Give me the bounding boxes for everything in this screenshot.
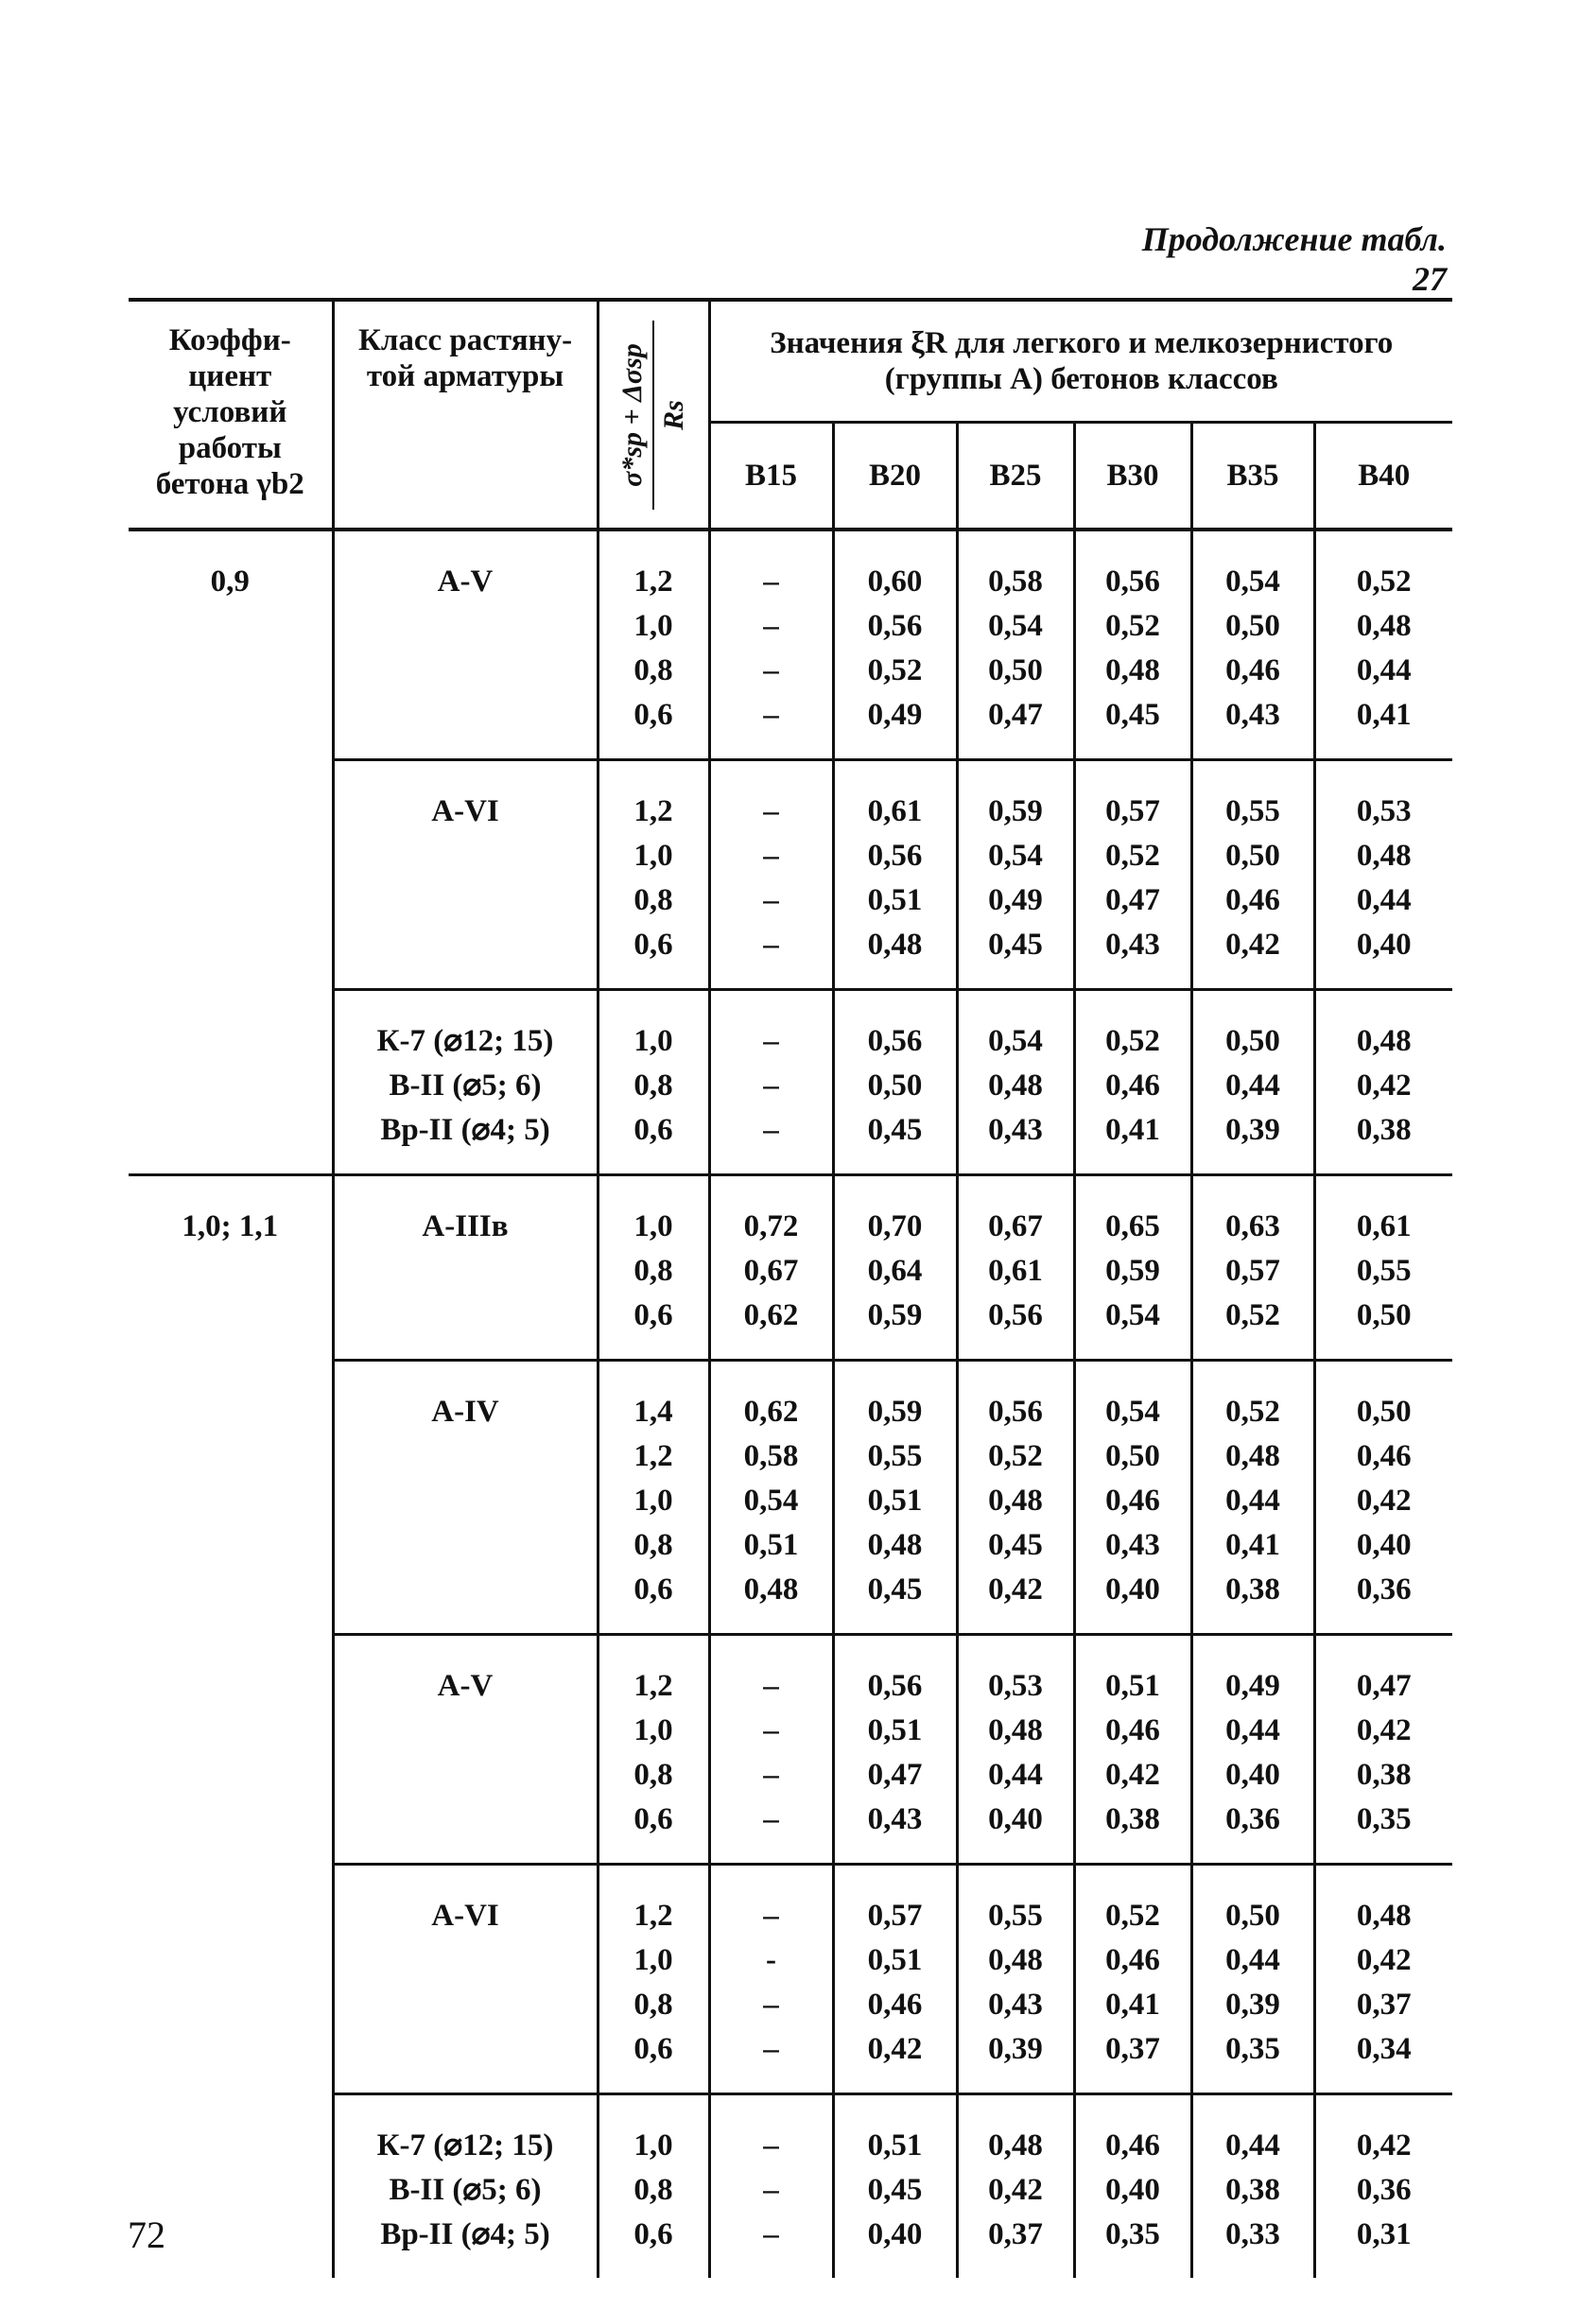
stress-ratio-cell: [598, 1175, 709, 1361]
xi-value: 0,46: [1225, 883, 1280, 917]
stress-ratio-value: 1,2: [633, 1669, 673, 1703]
xi-value: 0,65: [1105, 1209, 1160, 1243]
xi-value: 0,54: [743, 1484, 799, 1518]
xi-value-cell: [1314, 530, 1452, 760]
xi-value: 0,48: [988, 1484, 1043, 1518]
xi-value: 0,48: [1356, 1899, 1412, 1933]
xi-value: 0,40: [1225, 1758, 1280, 1792]
xi-value: 0,59: [867, 1298, 923, 1332]
stress-ratio-value: 0,8: [633, 2173, 673, 2207]
xi-value-cell: [1191, 1635, 1314, 1865]
xi-value: 0,47: [867, 1758, 923, 1792]
xi-value: 0,67: [988, 1209, 1043, 1243]
xi-value: 0,43: [867, 1802, 923, 1836]
xi-value: 0,60: [867, 564, 923, 599]
xi-value: 0,52: [1105, 609, 1160, 643]
rebar-class-cell: A-IIIв: [333, 1175, 598, 1361]
xi-value: 0,43: [1105, 1528, 1160, 1562]
xi-value: 0,54: [1105, 1395, 1160, 1429]
xi-value-cell: [1191, 1865, 1314, 2094]
stress-ratio-value: 1,0: [633, 839, 673, 873]
header-rebar-class: [333, 300, 598, 530]
xi-value: 0,52: [1105, 839, 1160, 873]
xi-value: 0,48: [867, 928, 923, 962]
xi-value: 0,72: [743, 1209, 799, 1243]
xi-value: 0,44: [1225, 1713, 1280, 1747]
xi-value: –: [763, 1669, 779, 1703]
stress-ratio-value: 0,6: [633, 1802, 673, 1836]
table-row: [129, 1175, 1452, 1361]
stress-ratio-value: 0,6: [633, 698, 673, 732]
xi-value: 0,45: [1105, 698, 1160, 732]
stress-ratio-value: 1,0: [633, 1024, 673, 1058]
xi-value: 0,46: [1105, 1943, 1160, 1977]
xi-r-values-table: [129, 298, 1452, 2278]
xi-value: –: [763, 698, 779, 732]
xi-value: 0,52: [1225, 1395, 1280, 1429]
xi-value: 0,52: [1225, 1298, 1280, 1332]
xi-value: 0,43: [988, 1988, 1043, 2022]
xi-value: 0,52: [988, 1439, 1043, 1473]
xi-value-cell: [1074, 1635, 1191, 1865]
xi-value: 0,44: [1225, 1484, 1280, 1518]
xi-value: 0,52: [1105, 1024, 1160, 1058]
stress-ratio-cell: [598, 1635, 709, 1865]
xi-value: 0,48: [1356, 839, 1412, 873]
xi-value: 0,48: [988, 2128, 1043, 2162]
xi-value: 0,56: [1105, 564, 1160, 599]
xi-value: 0,52: [1356, 564, 1412, 599]
table-row: [129, 530, 1452, 760]
xi-value: –: [763, 1802, 779, 1836]
xi-value: 0,42: [1356, 1713, 1412, 1747]
xi-value: 0,38: [1225, 1572, 1280, 1607]
header-stress-ratio: [598, 300, 709, 530]
xi-value-cell: [1314, 1635, 1452, 1865]
xi-value: 0,47: [1105, 883, 1160, 917]
xi-value: 0,50: [1225, 839, 1280, 873]
xi-value: –: [763, 609, 779, 643]
xi-value-cell: [833, 1175, 957, 1361]
xi-value: 0,57: [1225, 1254, 1280, 1288]
xi-value: 0,38: [1356, 1758, 1412, 1792]
xi-value: 0,46: [1225, 653, 1280, 687]
xi-value: 0,45: [867, 1572, 923, 1607]
xi-value: 0,56: [988, 1298, 1043, 1332]
stress-ratio-denominator: Rs: [658, 399, 689, 430]
xi-value-cell: [709, 1865, 833, 2094]
xi-value: –: [763, 1899, 779, 1933]
xi-value-cell: [1074, 1175, 1191, 1361]
xi-value-cell: [709, 990, 833, 1175]
xi-value: 0,51: [867, 2128, 923, 2162]
xi-value: 0,34: [1356, 2032, 1412, 2066]
xi-value: 0,40: [1356, 1528, 1412, 1562]
xi-value: 0,38: [1105, 1802, 1160, 1836]
stress-ratio-value: 0,6: [633, 1298, 673, 1332]
xi-value: 0,45: [867, 2173, 923, 2207]
xi-value-cell: [1314, 760, 1452, 990]
xi-value: 0,56: [867, 1669, 923, 1703]
xi-value: 0,40: [988, 1802, 1043, 1836]
xi-value: 0,44: [1356, 883, 1412, 917]
xi-value: 0,64: [867, 1254, 923, 1288]
stress-ratio-numerator: σ*sp + Δσsp: [615, 321, 654, 510]
xi-value-cell: [957, 990, 1074, 1175]
xi-value: 0,43: [1105, 928, 1160, 962]
xi-value: 0,56: [988, 1395, 1043, 1429]
xi-value: 0,58: [988, 564, 1043, 599]
xi-value-cell: [957, 760, 1074, 990]
xi-value: –: [763, 2217, 779, 2251]
header-values-title-text: Значения ξR для легкого и мелкозернистого (группы А) бетонов классов: [770, 326, 1394, 396]
xi-value: –: [763, 1024, 779, 1058]
xi-value: 0,39: [988, 2032, 1043, 2066]
xi-value-cell: [957, 1635, 1074, 1865]
xi-value: 0,39: [1225, 1988, 1280, 2022]
xi-value: 0,70: [867, 1209, 923, 1243]
xi-value: 0,61: [1356, 1209, 1412, 1243]
stress-ratio-cell: [598, 1865, 709, 2094]
xi-value: 0,43: [1225, 698, 1280, 732]
xi-value: 0,59: [988, 794, 1043, 828]
rebar-class-cell: A-VI: [333, 1865, 598, 2094]
xi-value: 0,36: [1225, 1802, 1280, 1836]
xi-value: 0,41: [1225, 1528, 1280, 1562]
header-grade-b35: В35: [1191, 423, 1314, 530]
xi-value-cell: [709, 760, 833, 990]
xi-value: 0,40: [1105, 1572, 1160, 1607]
stress-ratio-value: 0,6: [633, 1113, 673, 1147]
xi-value-cell: [1314, 1865, 1452, 2094]
xi-value: 0,48: [1105, 653, 1160, 687]
xi-value: 0,59: [1105, 1254, 1160, 1288]
stress-ratio-value: 0,8: [633, 1068, 673, 1103]
xi-value: 0,42: [867, 2032, 923, 2066]
xi-value: 0,45: [988, 1528, 1043, 1562]
xi-value: 0,67: [743, 1254, 799, 1288]
xi-value: –: [763, 2128, 779, 2162]
xi-value: 0,42: [1356, 2128, 1412, 2162]
xi-value: 0,51: [867, 883, 923, 917]
xi-value-cell: [957, 530, 1074, 760]
xi-value: 0,42: [988, 2173, 1043, 2207]
xi-value-cell: [1074, 2094, 1191, 2279]
xi-value: 0,42: [988, 1572, 1043, 1607]
rebar-class-cell: A-VI: [333, 760, 598, 990]
xi-value: 0,38: [1356, 1113, 1412, 1147]
xi-value: 0,52: [867, 653, 923, 687]
xi-value: 0,46: [1105, 2128, 1160, 2162]
xi-value-cell: [1191, 530, 1314, 760]
xi-value: 0,42: [1225, 928, 1280, 962]
stress-ratio-value: 1,0: [633, 1713, 673, 1747]
xi-value: –: [763, 794, 779, 828]
xi-value: -: [766, 1943, 776, 1977]
xi-value: –: [763, 2173, 779, 2207]
header-grade-b15: В15: [709, 423, 833, 530]
xi-value-cell: [1074, 760, 1191, 990]
xi-value: 0,41: [1356, 698, 1412, 732]
xi-value: 0,63: [1225, 1209, 1280, 1243]
xi-value: –: [763, 1113, 779, 1147]
xi-value: 0,55: [988, 1899, 1043, 1933]
xi-value: 0,48: [1225, 1439, 1280, 1473]
xi-value-cell: [833, 990, 957, 1175]
stress-ratio-value: 0,8: [633, 883, 673, 917]
xi-value-cell: [1191, 1175, 1314, 1361]
xi-value: 0,61: [988, 1254, 1043, 1288]
xi-value: 0,48: [1356, 1024, 1412, 1058]
xi-value-cell: [1074, 1865, 1191, 2094]
stress-ratio-fraction: [615, 321, 692, 510]
xi-value: 0,54: [988, 609, 1043, 643]
xi-value: 0,46: [1105, 1068, 1160, 1103]
table-body: [129, 530, 1452, 2278]
rebar-class-cell: A-IV: [333, 1361, 598, 1635]
xi-value: –: [763, 2032, 779, 2066]
xi-value: 0,42: [1356, 1068, 1412, 1103]
xi-value: –: [763, 653, 779, 687]
stress-ratio-cell: [598, 1361, 709, 1635]
coefficient-cell: 1,0; 1,1: [129, 1175, 333, 2279]
rebar-class-cell: A-V: [333, 530, 598, 760]
xi-value: –: [763, 839, 779, 873]
xi-value-cell: [1191, 990, 1314, 1175]
table-header: [129, 300, 1452, 530]
xi-value: 0,46: [1105, 1484, 1160, 1518]
xi-value-cell: [1074, 990, 1191, 1175]
xi-value-cell: [957, 2094, 1074, 2279]
xi-value: 0,37: [1105, 2032, 1160, 2066]
xi-value-cell: [1314, 2094, 1452, 2279]
xi-value: 0,46: [1356, 1439, 1412, 1473]
xi-value: 0,51: [867, 1484, 923, 1518]
xi-value: 0,45: [867, 1113, 923, 1147]
xi-value: 0,49: [1225, 1669, 1280, 1703]
xi-value: 0,58: [743, 1439, 799, 1473]
xi-value: 0,44: [1225, 2128, 1280, 2162]
xi-value: 0,35: [1105, 2217, 1160, 2251]
xi-value-cell: [1314, 1175, 1452, 1361]
xi-value-cell: [709, 1361, 833, 1635]
xi-value-cell: [1314, 990, 1452, 1175]
xi-value: 0,38: [1225, 2173, 1280, 2207]
stress-ratio-value: 1,0: [633, 1943, 673, 1977]
xi-value-cell: [957, 1175, 1074, 1361]
xi-value: 0,51: [743, 1528, 799, 1562]
xi-value: 0,51: [867, 1713, 923, 1747]
xi-value-cell: [833, 530, 957, 760]
stress-ratio-value: 0,8: [633, 1528, 673, 1562]
xi-value: 0,44: [1225, 1068, 1280, 1103]
xi-value-cell: [833, 1361, 957, 1635]
stress-ratio-cell: [598, 990, 709, 1175]
xi-value: 0,49: [988, 883, 1043, 917]
xi-value-cell: [1191, 2094, 1314, 2279]
stress-ratio-value: 1,0: [633, 2128, 673, 2162]
stress-ratio-value: 0,6: [633, 2032, 673, 2066]
xi-value: 0,54: [988, 1024, 1043, 1058]
xi-value: 0,62: [743, 1395, 799, 1429]
header-grade-b25: В25: [957, 423, 1074, 530]
xi-value: 0,57: [1105, 794, 1160, 828]
stress-ratio-value: 1,2: [633, 564, 673, 599]
xi-value: 0,36: [1356, 2173, 1412, 2207]
xi-value-cell: [709, 1175, 833, 1361]
xi-value: 0,59: [867, 1395, 923, 1429]
xi-value-cell: [833, 760, 957, 990]
xi-value: 0,50: [1356, 1298, 1412, 1332]
xi-value: 0,56: [867, 839, 923, 873]
xi-value: 0,53: [1356, 794, 1412, 828]
xi-value: 0,48: [1356, 609, 1412, 643]
header-coefficient: [129, 300, 333, 530]
xi-value: –: [763, 1068, 779, 1103]
rebar-class-cell: К-7 (⌀12; 15) В-II (⌀5; 6) Вр-II (⌀4; 5): [333, 990, 598, 1175]
xi-value: 0,50: [1356, 1395, 1412, 1429]
stress-ratio-value: 0,6: [633, 2217, 673, 2251]
xi-value: 0,48: [988, 1068, 1043, 1103]
xi-value: 0,48: [743, 1572, 799, 1607]
xi-value: 0,56: [867, 609, 923, 643]
stress-ratio-value: 1,2: [633, 1899, 673, 1933]
xi-value-cell: [1074, 1361, 1191, 1635]
rebar-class-cell: К-7 (⌀12; 15) В-II (⌀5; 6) Вр-II (⌀4; 5): [333, 2094, 598, 2279]
xi-value: 0,43: [988, 1113, 1043, 1147]
header-values-title: [709, 300, 1452, 423]
xi-value-cell: [1314, 1361, 1452, 1635]
xi-value-cell: [1074, 530, 1191, 760]
header-grade-b40: В40: [1314, 423, 1452, 530]
xi-value: 0,46: [1105, 1713, 1160, 1747]
xi-value: 0,55: [1225, 794, 1280, 828]
header-coefficient-text: Коэффи- циент условий работы бетона γb2: [155, 323, 304, 501]
xi-value: 0,55: [1356, 1254, 1412, 1288]
xi-value: 0,44: [1356, 653, 1412, 687]
xi-value: 0,44: [988, 1758, 1043, 1792]
xi-value: –: [763, 1988, 779, 2022]
xi-value-cell: [1191, 760, 1314, 990]
stress-ratio-value: 0,8: [633, 1254, 673, 1288]
xi-value: 0,40: [1105, 2173, 1160, 2207]
header-grade-b30: В30: [1074, 423, 1191, 530]
xi-value: 0,42: [1356, 1484, 1412, 1518]
xi-value: 0,36: [1356, 1572, 1412, 1607]
stress-ratio-value: 0,8: [633, 1988, 673, 2022]
xi-value: 0,50: [1225, 1899, 1280, 1933]
xi-value: 0,35: [1356, 1802, 1412, 1836]
xi-value: 0,62: [743, 1298, 799, 1332]
stress-ratio-value: 0,8: [633, 653, 673, 687]
xi-value: 0,39: [1225, 1113, 1280, 1147]
xi-value: 0,51: [867, 1943, 923, 1977]
header-rebar-class-text: Класс растяну- той арматуры: [357, 323, 573, 393]
rebar-class-cell: A-V: [333, 1635, 598, 1865]
table-continuation-caption: Продолжение табл. 27: [1141, 220, 1447, 298]
xi-value-cell: [709, 1635, 833, 1865]
xi-value: –: [763, 1713, 779, 1747]
xi-value-cell: [957, 1865, 1074, 2094]
stress-ratio-value: 1,0: [633, 1484, 673, 1518]
xi-value: 0,50: [1225, 609, 1280, 643]
xi-value: 0,54: [1105, 1298, 1160, 1332]
xi-value: 0,41: [1105, 1988, 1160, 2022]
xi-value: 0,46: [867, 1988, 923, 2022]
stress-ratio-cell: [598, 2094, 709, 2279]
xi-value: 0,61: [867, 794, 923, 828]
header-grade-b20: В20: [833, 423, 957, 530]
xi-value: 0,41: [1105, 1113, 1160, 1147]
xi-value: –: [763, 928, 779, 962]
xi-value: 0,48: [867, 1528, 923, 1562]
stress-ratio-cell: [598, 760, 709, 990]
stress-ratio-value: 1,0: [633, 1209, 673, 1243]
xi-value: 0,42: [1356, 1943, 1412, 1977]
xi-value-cell: [833, 1865, 957, 2094]
xi-value: 0,44: [1225, 1943, 1280, 1977]
stress-ratio-value: 1,2: [633, 1439, 673, 1473]
xi-value: 0,57: [867, 1899, 923, 1933]
xi-value: 0,50: [988, 653, 1043, 687]
xi-value: 0,55: [867, 1439, 923, 1473]
xi-value: 0,50: [1225, 1024, 1280, 1058]
stress-ratio-cell: [598, 530, 709, 760]
xi-value: 0,40: [1356, 928, 1412, 962]
xi-value: 0,50: [1105, 1439, 1160, 1473]
xi-value: –: [763, 883, 779, 917]
xi-value-cell: [1191, 1361, 1314, 1635]
xi-value-cell: [833, 2094, 957, 2279]
xi-value: 0,48: [988, 1713, 1043, 1747]
stress-ratio-value: 0,8: [633, 1758, 673, 1792]
xi-value: 0,48: [988, 1943, 1043, 1977]
stress-ratio-value: 0,6: [633, 928, 673, 962]
xi-value: 0,33: [1225, 2217, 1280, 2251]
xi-value: 0,54: [1225, 564, 1280, 599]
stress-ratio-value: 1,0: [633, 609, 673, 643]
xi-value: 0,51: [1105, 1669, 1160, 1703]
xi-value: 0,45: [988, 928, 1043, 962]
xi-value: 0,37: [1356, 1988, 1412, 2022]
xi-value: 0,54: [988, 839, 1043, 873]
xi-value: –: [763, 1758, 779, 1792]
xi-value: 0,52: [1105, 1899, 1160, 1933]
xi-value-cell: [833, 1635, 957, 1865]
xi-value-cell: [957, 1361, 1074, 1635]
xi-value: –: [763, 564, 779, 599]
xi-value: 0,53: [988, 1669, 1043, 1703]
xi-value: 0,31: [1356, 2217, 1412, 2251]
xi-value: 0,47: [988, 698, 1043, 732]
xi-value: 0,35: [1225, 2032, 1280, 2066]
xi-value: 0,49: [867, 698, 923, 732]
stress-ratio-value: 0,6: [633, 1572, 673, 1607]
xi-value: 0,42: [1105, 1758, 1160, 1792]
stress-ratio-value: 1,4: [633, 1395, 673, 1429]
xi-value: 0,56: [867, 1024, 923, 1058]
xi-value-cell: [709, 2094, 833, 2279]
coefficient-cell: 0,9: [210, 564, 250, 599]
page-number: 72: [128, 2214, 165, 2256]
xi-value-cell: [709, 530, 833, 760]
xi-value: 0,47: [1356, 1669, 1412, 1703]
xi-value: 0,37: [988, 2217, 1043, 2251]
stress-ratio-value: 1,2: [633, 794, 673, 828]
xi-value: 0,50: [867, 1068, 923, 1103]
xi-value: 0,40: [867, 2217, 923, 2251]
